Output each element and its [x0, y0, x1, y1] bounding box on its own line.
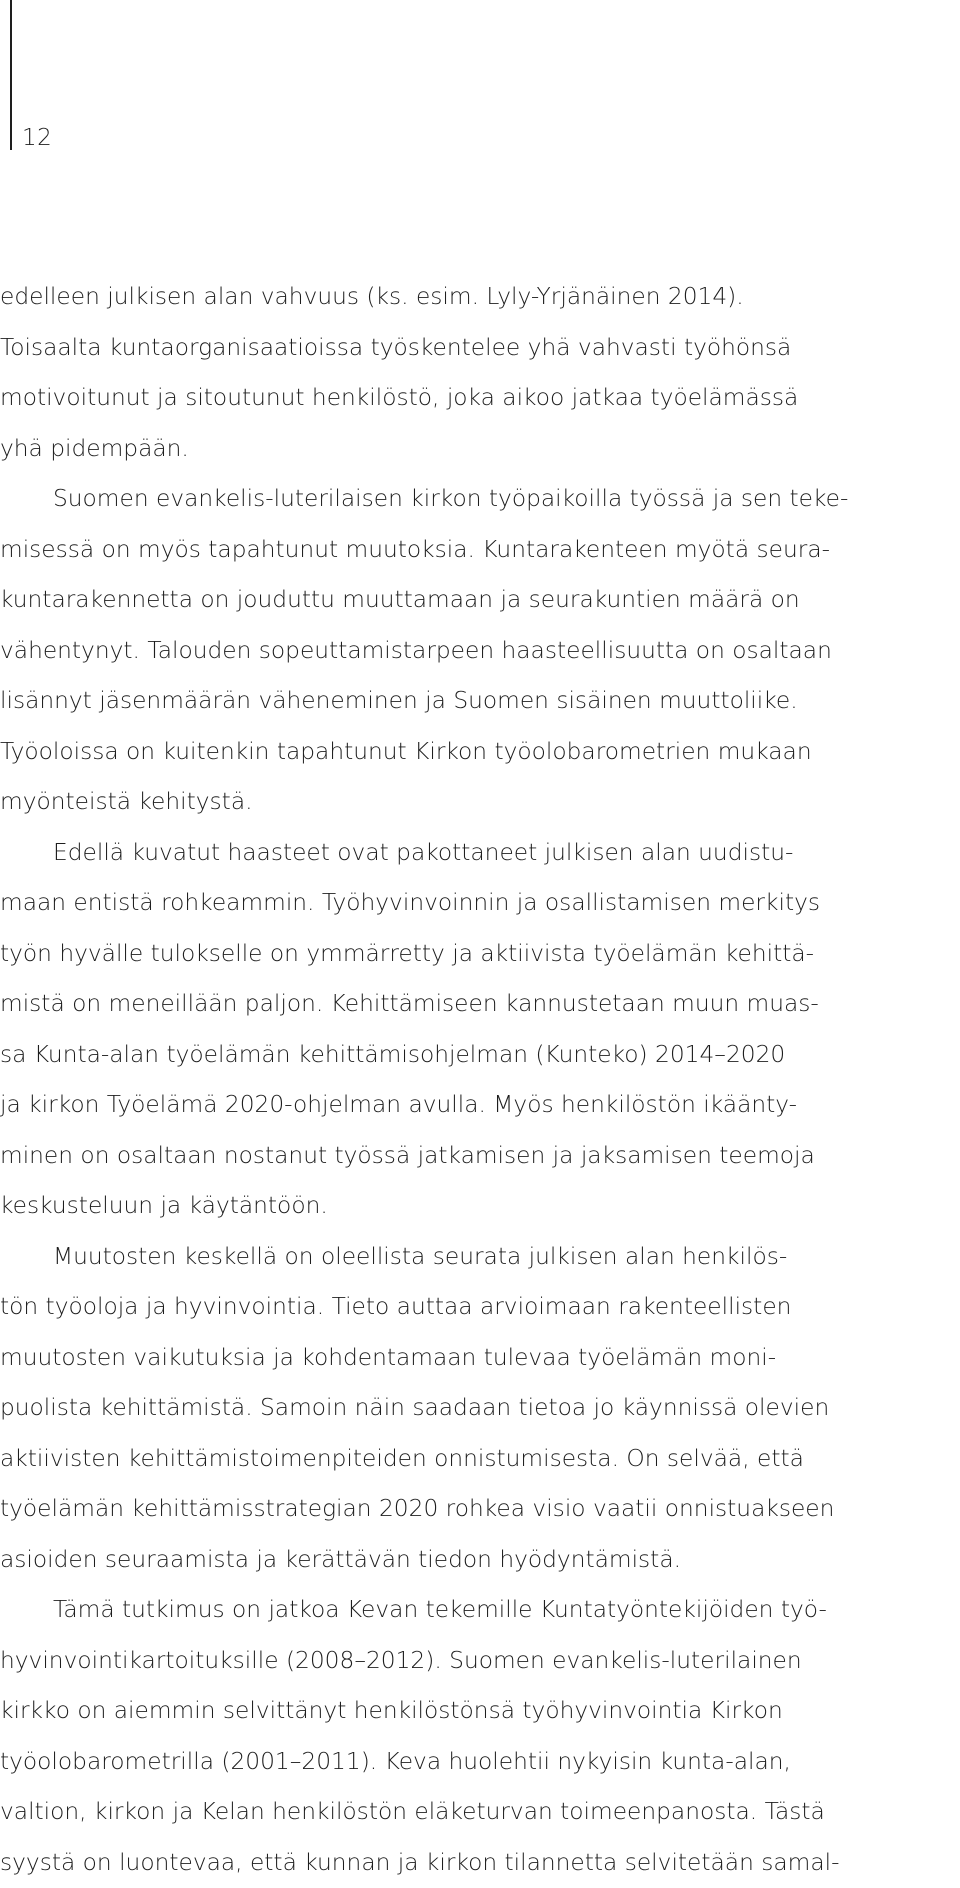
text-line: Muutosten keskellä on oleellista seurata julkisen alan henkilös- [0, 1232, 960, 1283]
text-line: yhä pidempään. [0, 424, 960, 475]
text-line: Tämä tutkimus on jatkoa Kevan tekemille Kuntatyöntekijöiden työ- [0, 1585, 960, 1636]
body-text [0, 272, 960, 1888]
text-line: Suomen evankelis-luterilaisen kirkon työpaikoilla työssä ja sen teke- [0, 474, 960, 525]
text-line: Toisaalta kuntaorganisaatioissa työskentelee yhä vahvasti työhönsä [0, 323, 960, 374]
text-line: vähentynyt. Talouden sopeuttamistarpeen haasteellisuutta on osaltaan [0, 626, 960, 677]
text-line: asioiden seuraamista ja kerättävän tiedon hyödyntämistä. [0, 1535, 960, 1586]
text-line: motivoitunut ja sitoutunut henkilöstö, joka aikoo jatkaa työelämässä [0, 373, 960, 424]
text-line: syystä on luontevaa, että kunnan ja kirkon tilannetta selvitetään samal- [0, 1838, 960, 1888]
text-line: aktiivisten kehittämistoimenpiteiden onnistumisesta. On selvää, että [0, 1434, 960, 1485]
text-line: myönteistä kehitystä. [0, 777, 960, 828]
margin-rule [10, 0, 12, 150]
text-line: muutosten vaikutuksia ja kohdentamaan tulevaa työelämän moni- [0, 1333, 960, 1384]
text-line: Työoloissa on kuitenkin tapahtunut Kirkon työolobarometrien mukaan [0, 727, 960, 778]
text-line: kuntarakennetta on jouduttu muuttamaan ja seurakuntien määrä on [0, 575, 960, 626]
text-line: mistä on meneillään paljon. Kehittämiseen kannustetaan muun muas- [0, 979, 960, 1030]
text-line: misessä on myös tapahtunut muutoksia. Kuntarakenteen myötä seura- [0, 525, 960, 576]
text-line: työolobarometrilla (2001–2011). Keva huolehtii nykyisin kunta-alan, [0, 1737, 960, 1788]
text-line: työn hyvälle tulokselle on ymmärretty ja aktiivista työelämän kehittä- [0, 929, 960, 980]
text-line: minen on osaltaan nostanut työssä jatkamisen ja jaksamisen teemoja [0, 1131, 960, 1182]
text-line: kirkko on aiemmin selvittänyt henkilöstönsä työhyvinvointia Kirkon [0, 1686, 960, 1737]
page-number: 12 [22, 123, 52, 153]
text-line: keskusteluun ja käytäntöön. [0, 1181, 960, 1232]
text-line: maan entistä rohkeammin. Työhyvinvoinnin ja osallistamisen merkitys [0, 878, 960, 929]
text-line: Edellä kuvatut haasteet ovat pakottaneet julkisen alan uudistu- [0, 828, 960, 879]
text-line: työelämän kehittämisstrategian 2020 rohkea visio vaatii onnistuakseen [0, 1484, 960, 1535]
text-line: edelleen julkisen alan vahvuus (ks. esim. Lyly-Yrjänäinen 2014). [0, 272, 960, 323]
text-line: lisännyt jäsenmäärän väheneminen ja Suomen sisäinen muuttoliike. [0, 676, 960, 727]
text-line: ja kirkon Työelämä 2020-ohjelman avulla. Myös henkilöstön ikäänty- [0, 1080, 960, 1131]
text-line: tön työoloja ja hyvinvointia. Tieto auttaa arvioimaan rakenteellisten [0, 1282, 960, 1333]
text-line: puolista kehittämistä. Samoin näin saadaan tietoa jo käynnissä olevien [0, 1383, 960, 1434]
text-line: sa Kunta-alan työelämän kehittämisohjelman (Kunteko) 2014–2020 [0, 1030, 960, 1081]
text-line: hyvinvointikartoituksille (2008–2012). Suomen evankelis-luterilainen [0, 1636, 960, 1687]
text-line: valtion, kirkon ja Kelan henkilöstön eläketurvan toimeenpanosta. Tästä [0, 1787, 960, 1838]
